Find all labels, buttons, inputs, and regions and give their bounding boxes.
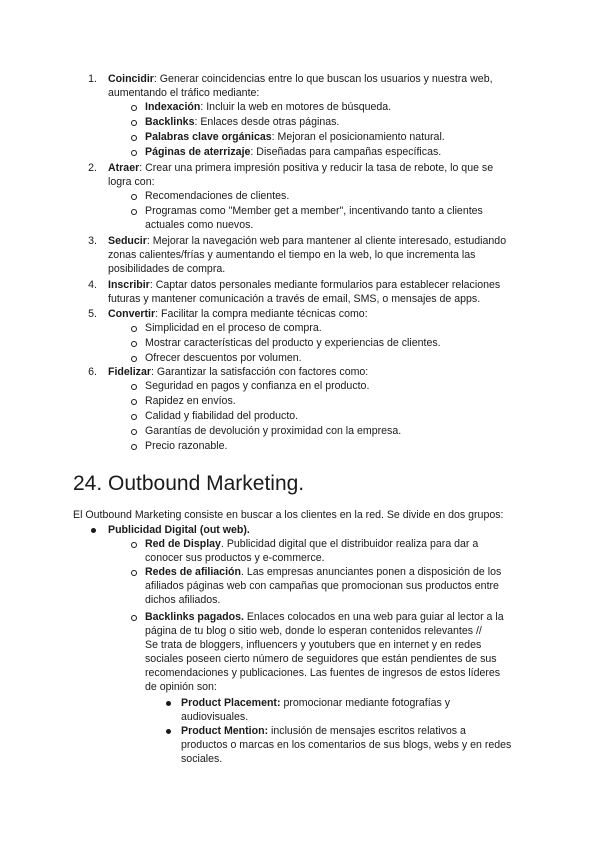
income-item-line: sociales.: [181, 753, 223, 765]
list-term: Fidelizar: [108, 366, 151, 378]
circle-bullet-icon: [131, 356, 137, 362]
circle-bullet-icon: [131, 414, 137, 420]
list-item-line: Coincidir: Generar coincidencias entre lo que buscan los usuarios y nuestra web,: [108, 73, 493, 85]
circle-bullet-icon: [131, 135, 137, 141]
list-term: Inscribir: [108, 279, 150, 291]
circle-bullet-icon: [131, 120, 137, 126]
circle-bullet-icon: [131, 194, 137, 200]
disc-bullet-icon: [166, 701, 171, 706]
list-item-line: Convertir: Facilitar la compra mediante técnicas como:: [108, 308, 368, 320]
circle-bullet-icon: [131, 615, 137, 621]
circle-bullet-icon: [131, 444, 137, 450]
list-number: 4.: [88, 279, 97, 291]
list-item-line: aumentando el tráfico mediante:: [108, 87, 260, 99]
section-heading: 24. Outbound Marketing.: [73, 472, 305, 495]
circle-bullet-icon: [131, 341, 137, 347]
list-number: 1.: [88, 73, 97, 85]
circle-bullet-icon: [131, 326, 137, 332]
sub-list-item: Programas como "Member get a member", incentivando tanto a clientes: [145, 205, 483, 217]
sub-list-item: Ofrecer descuentos por volumen.: [145, 352, 302, 364]
outbound-item: Red de Display. Publicidad digital que el distribuidor realiza para dar a: [145, 538, 479, 550]
sub-list-item: Mostrar características del producto y experiencias de clientes.: [145, 337, 441, 349]
sub-list-item: Rapidez en envíos.: [145, 395, 236, 407]
list-number: 5.: [88, 308, 97, 320]
list-item-line: Seducir: Mejorar la navegación web para mantener al cliente interesado, estudiando: [108, 235, 507, 247]
income-item-line: audiovisuales.: [181, 711, 249, 723]
list-term: Coincidir: [108, 73, 154, 85]
circle-bullet-icon: [131, 209, 137, 215]
circle-bullet-icon: [131, 105, 137, 111]
intro-paragraph: El Outbound Marketing consiste en buscar a los clientes en la red. Se divide en dos grupos:: [73, 509, 504, 521]
sub-list-item: Calidad y fiabilidad del producto.: [145, 410, 299, 422]
outbound-item-line: dichos afiliados.: [145, 594, 221, 606]
circle-bullet-icon: [131, 150, 137, 156]
outbound-item-line: página de tu blog o sitio web, donde lo esperan contenidos relevantes //: [145, 625, 482, 637]
sub-list-item: Páginas de aterrizaje: Diseñadas para campañas específicas.: [145, 146, 442, 158]
sub-list-item: Backlinks: Enlaces desde otras páginas.: [145, 116, 340, 128]
sub-list-item: Precio razonable.: [145, 440, 228, 452]
list-item-line: Inscribir: Captar datos personales mediante formularios para establecer relaciones: [108, 279, 501, 291]
sub-list-item: Seguridad en pagos y confianza en el producto.: [145, 380, 370, 392]
sub-list-item: Palabras clave orgánicas: Mejoran el posicionamiento natural.: [145, 131, 445, 143]
circle-bullet-icon: [131, 399, 137, 405]
outbound-item-line: afiliados páginas web con campañas que promocionan sus productos entre: [145, 580, 499, 592]
sub-list-item: Simplicidad en el proceso de compra.: [145, 322, 322, 334]
sub-list-item: Indexación: Incluir la web en motores de búsqueda.: [145, 101, 392, 113]
list-number: 2.: [88, 162, 97, 174]
income-item: Product Placement: promocionar mediante fotografías y: [181, 697, 451, 709]
list-term: Seducir: [108, 235, 147, 247]
list-item-line: posibilidades de compra.: [108, 263, 226, 275]
disc-bullet-icon: [91, 528, 96, 533]
outbound-item-line: conocer sus productos y e-commerce.: [145, 552, 325, 564]
outbound-item-line: sociales poseen cierto número de seguidores que están pendientes de sus: [145, 653, 497, 665]
list-item-line: Atraer: Crear una primera impresión positiva y reducir la tasa de rebote, lo que se: [108, 162, 494, 174]
circle-bullet-icon: [131, 384, 137, 390]
list-number: 6.: [88, 366, 97, 378]
sub-list-item-line: actuales como nuevos.: [145, 219, 254, 231]
outbound-item: Backlinks pagados. Enlaces colocados en una web para guiar al lector a la: [145, 611, 504, 623]
sub-list-item: Recomendaciones de clientes.: [145, 190, 290, 202]
list-number: 3.: [88, 235, 97, 247]
circle-bullet-icon: [131, 570, 137, 576]
disc-bullet-icon: [166, 729, 171, 734]
group-title: Publicidad Digital (out web).: [108, 524, 250, 536]
outbound-item-line: de opinión son:: [145, 681, 217, 693]
income-item: Product Mention: inclusión de mensajes escritos relativos a: [181, 725, 466, 737]
circle-bullet-icon: [131, 542, 137, 548]
sub-list-item: Garantías de devolución y proximidad con la empresa.: [145, 425, 402, 437]
list-term: Atraer: [108, 162, 140, 174]
list-item-line: logra con:: [108, 176, 155, 188]
income-item-line: productos o marcas en los comentarios de sus blogs, webs y en redes: [181, 739, 512, 751]
list-item-line: Fidelizar: Garantizar la satisfacción con factores como:: [108, 366, 369, 378]
list-item-line: zonas calientes/frías y aumentando el tiempo en la web, lo que incrementa las: [108, 249, 476, 261]
circle-bullet-icon: [131, 429, 137, 435]
outbound-item: Redes de afiliación. Las empresas anunciantes ponen a disposición de los: [145, 566, 502, 578]
outbound-item-line: Se trata de bloggers, influencers y youtubers que en internet y en redes: [145, 639, 482, 651]
outbound-item-line: recomendaciones y publicaciones. Las fuentes de ingresos de estos líderes: [145, 667, 501, 679]
list-item-line: futuras y mantener comunicación a través de email, SMS, o mensajes de apps.: [108, 293, 481, 305]
list-term: Convertir: [108, 308, 156, 320]
